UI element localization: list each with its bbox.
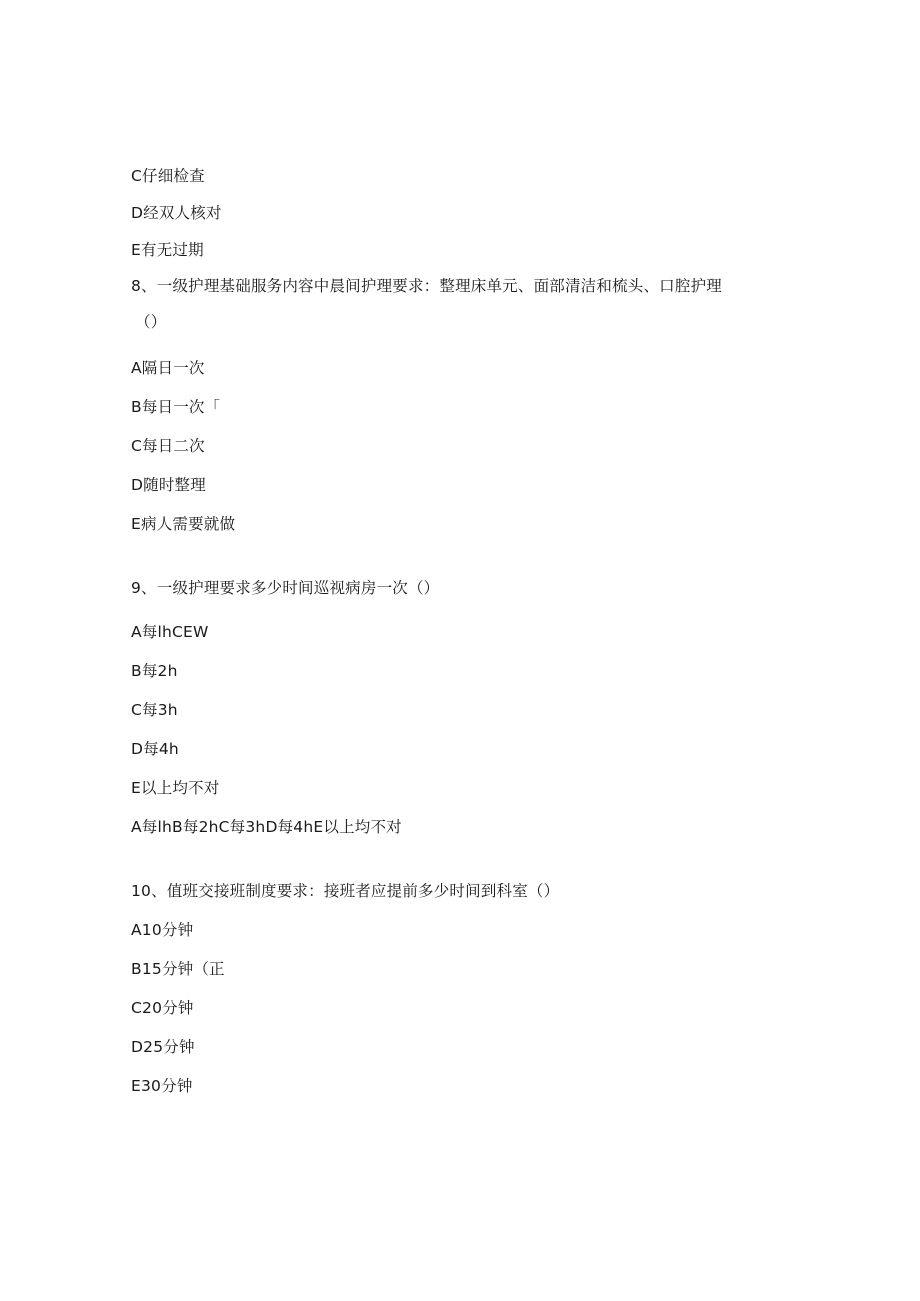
q8-option-a: A隔日一次 xyxy=(131,359,205,377)
q8-stem: 8、一级护理基础服务内容中晨间护理要求：整理床单元、面部清洁和梳头、口腔护理 xyxy=(131,277,722,295)
q9-combined-options: A每lhB每2hC每3hD每4hE以上均不对 xyxy=(131,818,402,836)
prev-option-d: D经双人核对 xyxy=(131,204,222,222)
q10-option-d: D25分钟 xyxy=(131,1038,195,1056)
q10-stem: 10、值班交接班制度要求：接班者应提前多少时间到科室（） xyxy=(131,882,560,900)
prev-option-e: E有无过期 xyxy=(131,241,204,259)
q8-option-c: C每日二次 xyxy=(131,437,205,455)
q9-option-b: B每2h xyxy=(131,662,178,680)
q10-option-b: B15分钟（正 xyxy=(131,960,225,978)
q9-option-d: D每4h xyxy=(131,740,179,758)
q8-option-e: E病人需要就做 xyxy=(131,515,236,533)
q8-option-d: D随时整理 xyxy=(131,476,206,494)
q8-stem-cont: （） xyxy=(135,313,167,331)
q8-option-b: B每日一次「 xyxy=(131,398,221,416)
q9-option-c: C每3h xyxy=(131,701,178,719)
q9-option-e: E以上均不对 xyxy=(131,779,220,797)
q9-option-a: A每lhCEW xyxy=(131,623,209,641)
q10-option-a: A10分钟 xyxy=(131,921,194,939)
q9-stem: 9、一级护理要求多少时间巡视病房一次（） xyxy=(131,579,440,597)
q10-option-e: E30分钟 xyxy=(131,1077,193,1095)
prev-option-c: C仔细检查 xyxy=(131,167,205,185)
q10-option-c: C20分钟 xyxy=(131,999,194,1017)
